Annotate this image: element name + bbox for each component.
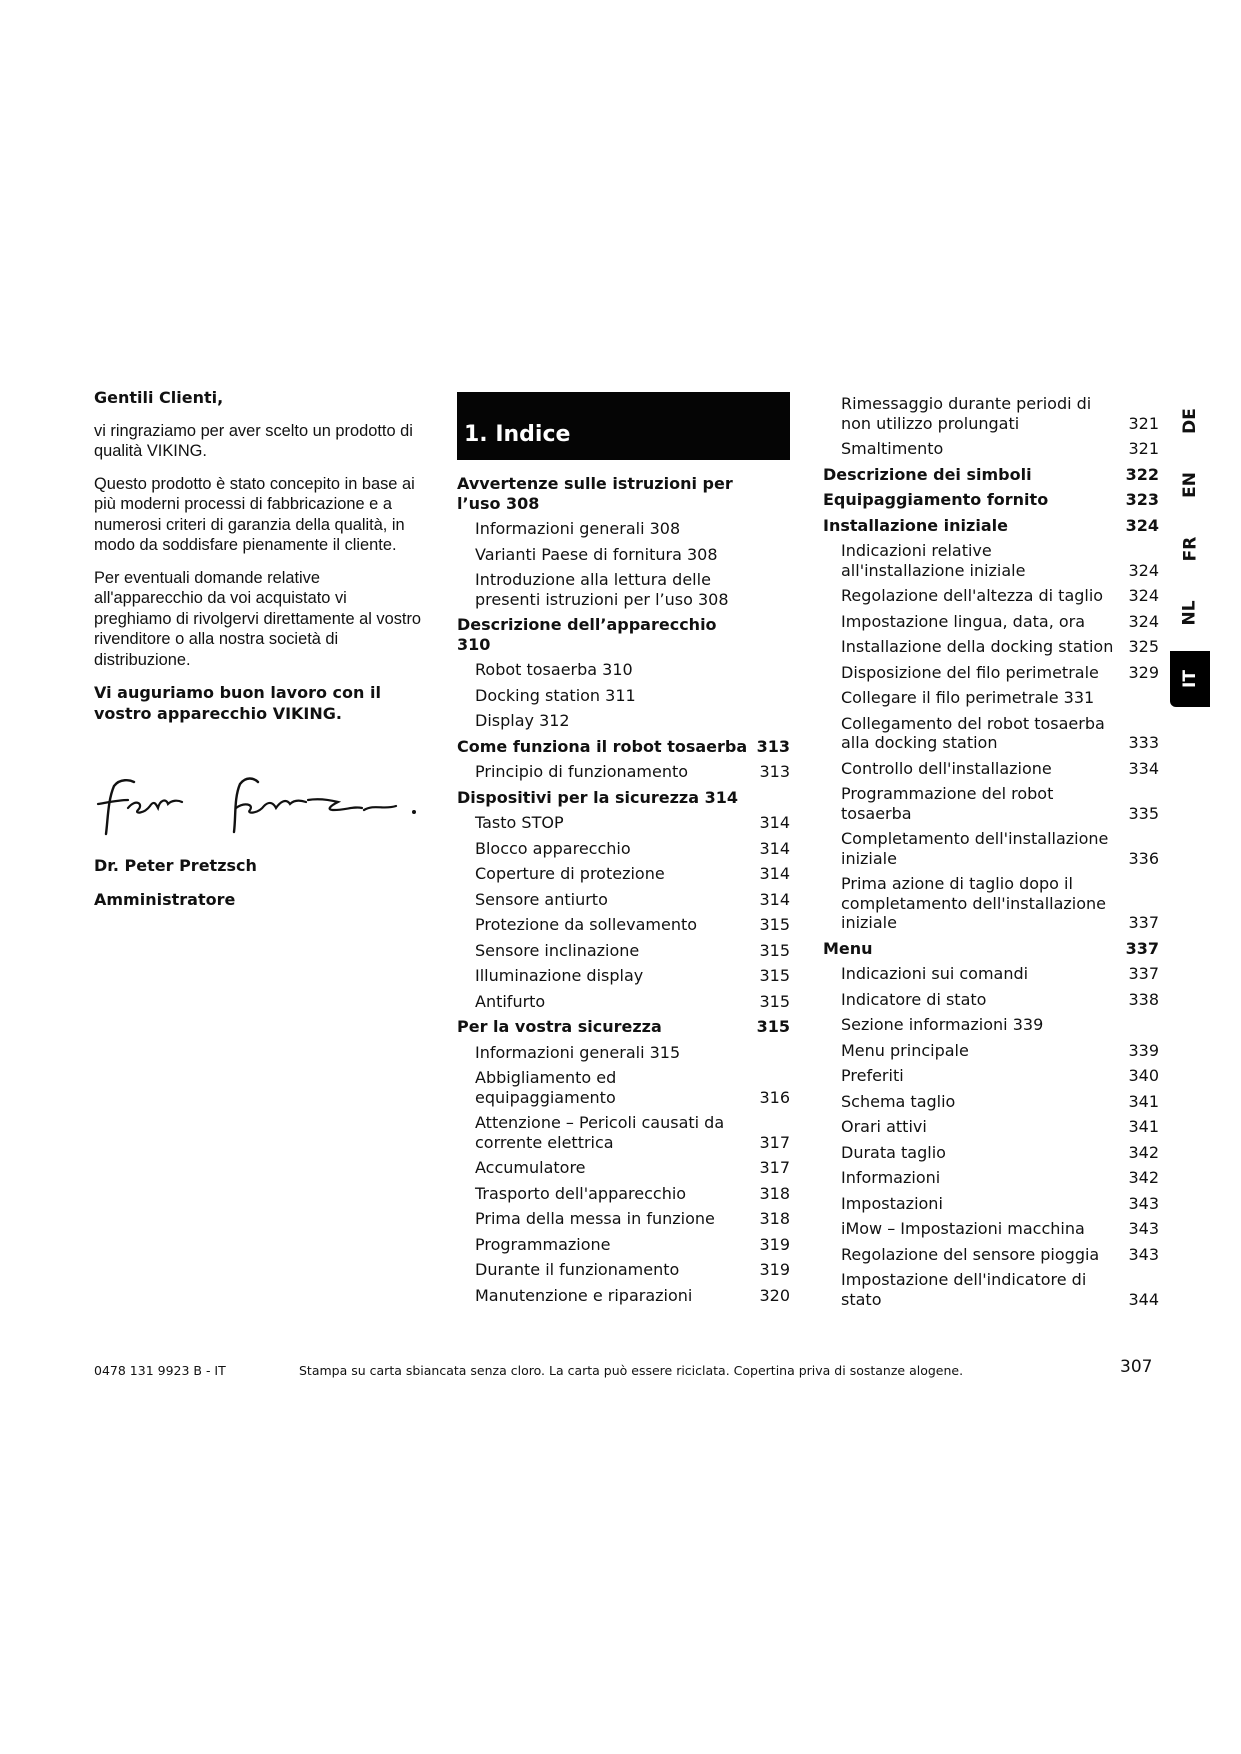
toc-section: [457, 615, 790, 654]
toc-entry: [457, 839, 790, 859]
toc-entry-page: 337: [1128, 913, 1159, 932]
toc-entry-title: Blocco apparecchio: [475, 838, 631, 858]
toc-entry: [457, 915, 790, 935]
toc-entry-title: Indicatore di stato: [841, 989, 987, 1009]
toc-entry-page: 314: [759, 813, 790, 832]
toc-entry: [823, 637, 1159, 657]
toc-section: [457, 474, 790, 513]
toc-entry: [823, 1143, 1159, 1163]
toc-entry-page: 321: [1128, 413, 1159, 433]
letter-paragraph: vi ringraziamo per aver scelto un prodotto di qualità VIKING.: [94, 421, 413, 460]
toc-section: [457, 788, 790, 808]
toc-entry: [823, 1245, 1159, 1265]
toc-entry-page: 341: [1128, 1091, 1159, 1111]
toc-entry-title: Durata taglio: [841, 1142, 946, 1162]
toc-entry-title: Controllo dell'installazione: [841, 758, 1052, 778]
toc-entry-title: Manutenzione e riparazioni: [475, 1285, 693, 1305]
toc-entry-page: 324: [1125, 515, 1159, 535]
toc-entry-title: Descrizione dei simboli: [823, 464, 1032, 484]
toc-entry-title: Come funziona il robot tosaerba: [457, 736, 748, 756]
toc-entry-title: Orari attivi: [841, 1117, 927, 1136]
signer-name: Dr. Peter Pretzsch: [94, 856, 257, 875]
toc-entry: [457, 1043, 790, 1063]
toc-entry-title: Sensore inclinazione: [475, 940, 640, 960]
toc-entry-title: Varianti Paese di fornitura 308: [475, 544, 718, 564]
document-code: 0478 131 9923 B - IT: [94, 1363, 226, 1378]
index-column-b: [823, 394, 1159, 1315]
toc-entry-page: 318: [759, 1183, 790, 1203]
toc-entry-title: Trasporto dell'apparecchio: [475, 1183, 687, 1203]
toc-entry: [457, 1113, 790, 1152]
toc-entry-title: Rimessaggio durante periodi di non utilizzo prolungati: [841, 394, 1092, 433]
toc-entry-title: Preferiti: [841, 1066, 904, 1085]
toc-entry: [823, 1015, 1159, 1035]
toc-section: [823, 516, 1159, 536]
toc-entry-title: Impostazioni: [841, 1193, 943, 1213]
toc-entry: [457, 1158, 790, 1178]
toc-entry-title: Illuminazione display: [475, 966, 644, 985]
toc-entry-page: 324: [1128, 611, 1159, 631]
toc-entry-title: Programmazione del robot tosaerba: [841, 784, 1054, 823]
toc-entry-title: Attenzione – Pericoli causati da corrente elettrica: [475, 1113, 725, 1152]
toc-entry: [823, 1041, 1159, 1061]
toc-entry: [823, 784, 1159, 823]
toc-entry: [823, 1270, 1159, 1309]
toc-entry: [457, 1068, 790, 1107]
language-tab-de: [1170, 395, 1210, 447]
toc-entry-title: Informazioni generali 308: [475, 519, 681, 538]
toc-entry-title: Dispositivi per la sicurezza 314: [457, 787, 738, 807]
toc-section: [823, 939, 1159, 959]
toc-entry-page: 343: [1128, 1244, 1159, 1264]
toc-entry-page: 317: [759, 1132, 790, 1152]
toc-entry-title: Sezione informazioni 339: [841, 1015, 1044, 1034]
toc-entry: [823, 1168, 1159, 1188]
toc-entry: [823, 964, 1159, 984]
toc-entry-page: 325: [1128, 637, 1159, 656]
toc-entry: [823, 586, 1159, 606]
toc-entry: [457, 1235, 790, 1255]
toc-entry-page: 314: [759, 838, 790, 858]
toc-entry-title: Avvertenze sulle istruzioni per l’uso 308: [457, 474, 733, 513]
toc-entry: [823, 829, 1159, 868]
toc-entry-title: Antifurto: [475, 991, 546, 1011]
toc-entry-title: Schema taglio: [841, 1091, 956, 1111]
signer-role: Amministratore: [94, 890, 236, 909]
toc-entry-page: 319: [759, 1260, 790, 1279]
toc-entry: [457, 1209, 790, 1229]
toc-entry-title: Indicazioni relative all'installazione iniziale: [841, 541, 1026, 580]
toc-entry-page: 315: [756, 1017, 790, 1036]
toc-entry-page: 334: [1128, 758, 1159, 778]
toc-entry-page: 329: [1128, 662, 1159, 682]
toc-entry: [457, 941, 790, 961]
language-tab-en: [1170, 459, 1210, 511]
toc-entry-page: 324: [1128, 586, 1159, 605]
toc-entry-page: 340: [1128, 1066, 1159, 1085]
letter-closing: Vi auguriamo buon lavoro con il vostro apparecchio VIKING.: [94, 683, 381, 723]
toc-entry: [823, 874, 1159, 933]
toc-entry: [823, 612, 1159, 632]
toc-entry-title: Regolazione dell'altezza di taglio: [841, 586, 1104, 605]
toc-entry: [823, 663, 1159, 683]
toc-entry: [457, 711, 790, 731]
toc-entry-page: 343: [1128, 1219, 1159, 1238]
toc-entry-page: 315: [759, 915, 790, 934]
toc-entry-page: 337: [1125, 938, 1159, 958]
toc-entry: [457, 1184, 790, 1204]
toc-entry-title: Informazioni generali 315: [475, 1042, 681, 1062]
language-tab-label: NL: [1180, 600, 1200, 626]
toc-entry-title: Abbigliamento ed equipaggiamento: [475, 1068, 617, 1107]
toc-section: [457, 737, 790, 757]
toc-entry-title: Descrizione dell’apparecchio 310: [457, 615, 717, 654]
toc-entry: [457, 966, 790, 986]
toc-entry: [823, 688, 1159, 708]
index-list-b: [823, 394, 1159, 1309]
toc-entry-title: Display 312: [475, 711, 570, 730]
toc-entry-page: 335: [1128, 803, 1159, 823]
language-tab-label: FR: [1179, 536, 1200, 562]
letter-paragraph: Questo prodotto è stato concepito in base ai più moderni processi di fabbricazione e a numerosi criteri di garanzia della qualità, in modo da soddisfare pienamente il cliente.: [94, 474, 415, 554]
toc-entry: [823, 541, 1159, 580]
toc-entry: [457, 864, 790, 884]
page-number: 307: [1120, 1357, 1153, 1377]
toc-entry: [823, 1219, 1159, 1239]
toc-entry-title: Indicazioni sui comandi: [841, 964, 1029, 983]
handwritten-signature: [94, 770, 424, 850]
toc-entry-page: 338: [1128, 989, 1159, 1009]
toc-entry-title: Docking station 311: [475, 685, 636, 705]
toc-entry-page: 314: [759, 864, 790, 883]
toc-entry-page: 317: [759, 1158, 790, 1177]
toc-entry-page: 319: [759, 1234, 790, 1254]
toc-entry: [457, 1260, 790, 1280]
toc-entry-page: 333: [1128, 733, 1159, 752]
toc-entry-page: 337: [1128, 964, 1159, 983]
toc-entry-page: 315: [759, 940, 790, 960]
toc-entry-page: 313: [759, 762, 790, 781]
toc-entry-title: Introduzione alla lettura delle presenti istruzioni per l’uso 308: [475, 570, 729, 609]
index-title: 1. Indice: [464, 422, 571, 447]
toc-entry-page: 336: [1128, 848, 1159, 868]
toc-entry-page: 344: [1128, 1289, 1159, 1309]
language-tab-fr: [1170, 523, 1210, 575]
toc-section: [823, 490, 1159, 510]
toc-entry-title: Durante il funzionamento: [475, 1260, 680, 1279]
letter: [94, 388, 424, 736]
toc-entry: [457, 545, 790, 565]
toc-entry: [823, 990, 1159, 1010]
toc-entry-title: Programmazione: [475, 1234, 611, 1254]
toc-entry-title: Tasto STOP: [475, 813, 564, 832]
toc-entry-page: 318: [759, 1209, 790, 1228]
toc-entry-title: Informazioni: [841, 1168, 941, 1187]
toc-entry: [457, 686, 790, 706]
toc-entry: [823, 1194, 1159, 1214]
toc-entry-title: Installazione della docking station: [841, 637, 1114, 656]
toc-entry-page: 342: [1128, 1142, 1159, 1162]
language-tab-label: IT: [1179, 670, 1200, 688]
toc-entry-page: 315: [759, 991, 790, 1011]
toc-entry: [823, 1117, 1159, 1137]
toc-entry: [823, 1066, 1159, 1086]
language-tabs: [1170, 395, 1210, 719]
toc-entry-title: Principio di funzionamento: [475, 762, 689, 781]
toc-entry-page: 341: [1128, 1117, 1159, 1136]
toc-entry: [457, 890, 790, 910]
toc-entry-page: 313: [756, 736, 790, 756]
toc-entry: [457, 660, 790, 680]
toc-entry-title: Installazione iniziale: [823, 515, 1008, 535]
toc-entry-title: Coperture di protezione: [475, 864, 665, 883]
toc-entry-page: 321: [1128, 439, 1159, 458]
toc-entry-page: 324: [1128, 560, 1159, 580]
toc-entry-title: Collegamento del robot tosaerba alla docking station: [841, 713, 1105, 752]
letter-paragraph: Per eventuali domande relative all'apparecchio da voi acquistato vi preghiamo di rivolgervi direttamente al vostro rivenditore o alla nostra società di distribuzione.: [94, 568, 422, 669]
index-list-a: [457, 474, 790, 1305]
toc-entry-title: Equipaggiamento fornito: [823, 490, 1049, 509]
letter-salutation: Gentili Clienti,: [94, 388, 224, 407]
toc-entry-page: 339: [1128, 1040, 1159, 1060]
toc-entry-title: Regolazione del sensore pioggia: [841, 1244, 1100, 1264]
language-tab-it: [1170, 651, 1210, 707]
index-title-bar: [457, 392, 790, 460]
toc-entry-title: Impostazione dell'indicatore di stato: [841, 1270, 1087, 1309]
toc-entry-title: Robot tosaerba 310: [475, 660, 633, 679]
toc-entry-title: Accumulatore: [475, 1158, 586, 1177]
toc-entry: [823, 759, 1159, 779]
toc-entry: [457, 992, 790, 1012]
toc-entry-page: 314: [759, 889, 790, 909]
toc-entry-title: Menu principale: [841, 1040, 969, 1060]
toc-entry: [457, 570, 790, 609]
toc-entry-title: Smaltimento: [841, 439, 944, 458]
toc-entry-title: Protezione da sollevamento: [475, 915, 698, 934]
paper-note: Stampa su carta sbiancata senza cloro. La carta può essere riciclata. Copertina priva di sostanze alogene.: [299, 1363, 964, 1378]
toc-entry-title: Per la vostra sicurezza: [457, 1017, 662, 1036]
toc-entry: [823, 394, 1159, 433]
toc-entry-page: 315: [759, 966, 790, 985]
toc-entry-page: 342: [1128, 1168, 1159, 1187]
toc-entry-title: Menu: [823, 938, 873, 958]
toc-entry-title: Prima della messa in funzione: [475, 1209, 715, 1228]
toc-entry-page: 320: [759, 1285, 790, 1305]
toc-entry-page: 323: [1125, 490, 1159, 509]
language-tab-label: EN: [1180, 472, 1200, 498]
toc-entry-title: Impostazione lingua, data, ora: [841, 611, 1086, 631]
index-column-a: [457, 392, 790, 1311]
toc-section: [823, 465, 1159, 485]
toc-entry: [823, 439, 1159, 459]
language-tab-label: DE: [1179, 408, 1200, 434]
toc-entry: [457, 1286, 790, 1306]
toc-entry: [823, 714, 1159, 753]
toc-section: [457, 1017, 790, 1037]
toc-entry-page: 322: [1125, 464, 1159, 484]
toc-entry: [457, 519, 790, 539]
toc-entry: [457, 762, 790, 782]
toc-entry-title: Collegare il filo perimetrale 331: [841, 688, 1095, 707]
toc-entry-page: 343: [1128, 1193, 1159, 1213]
toc-entry-title: Completamento dell'installazione iniziale: [841, 829, 1109, 868]
toc-entry-title: Disposizione del filo perimetrale: [841, 662, 1099, 682]
toc-entry: [457, 813, 790, 833]
language-tab-nl: [1170, 587, 1210, 639]
toc-entry-page: 316: [759, 1087, 790, 1107]
toc-entry-title: iMow – Impostazioni macchina: [841, 1219, 1085, 1238]
toc-entry-title: Prima azione di taglio dopo il completamento dell'installazione iniziale: [841, 874, 1107, 932]
toc-entry-title: Sensore antiurto: [475, 889, 608, 909]
toc-entry: [823, 1092, 1159, 1112]
